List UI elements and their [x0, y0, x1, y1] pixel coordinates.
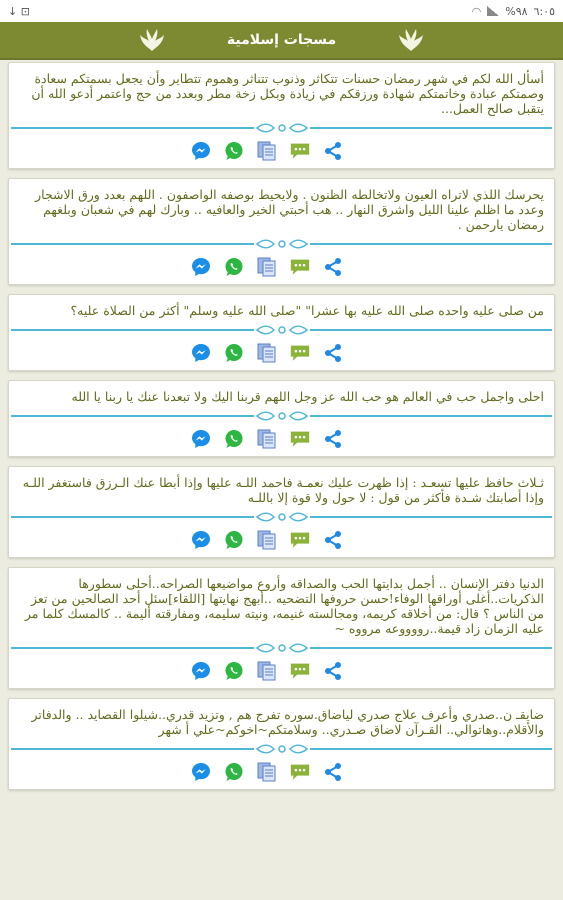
message-text[interactable]: ثـلاث حافظ عليها تسعـد : إذا ظهرت عليك نعمـة فاحمد اللـه عليها وإذا أبطا عنك الـرزق فاستغفر اللـه وإذا أصابتك شـدة فأكثر من قول : لا حول ولا قوة إلا باللـه [22, 475, 544, 505]
ornament-icon [254, 410, 310, 422]
copy-icon[interactable] [256, 342, 278, 364]
copy-icon[interactable] [256, 140, 278, 162]
sms-icon[interactable] [289, 256, 311, 278]
sms-icon[interactable] [289, 342, 311, 364]
whatsapp-icon[interactable] [223, 140, 245, 162]
ornament-icon [254, 743, 310, 755]
wifi-icon: ◠ [471, 4, 482, 18]
sms-icon[interactable] [289, 140, 311, 162]
ornament-divider [11, 122, 552, 134]
copy-icon[interactable] [256, 428, 278, 450]
message-text[interactable]: احلى واجمل حب في العالم هو حب الله عز وجل اللهم قربنا اليك ولا تبعدنا عنك يا ربنا يا الله [71, 389, 544, 404]
ornament-divider [11, 511, 552, 523]
message-card [8, 62, 555, 169]
message-text[interactable]: الدنيا دفتر الإنسان .. أجمل بدايتها الحب والصداقه وأروع مواضيعها الصراحه..أحلى سطورها الذكريات..أغلى أوراقها الوفاء!حسن حروفها التضحيه ..أبهج نهايتها [اللقاء]سئل أحد الصالحين من تعز من الناس ؟ قال: من أخلاقه كريمه، ومجالسته غنيمه، ونيته سليمه، ومفارقته أليمة .. كالمسك كلما مر عليه الزمان زاد قيمة..رووووعه مرووه ~ [24, 576, 544, 636]
wing-emblem-icon [396, 26, 426, 54]
status-bar [0, 0, 563, 22]
share-icon[interactable] [322, 660, 344, 682]
ornament-divider [11, 642, 552, 654]
wing-emblem-icon [137, 26, 167, 54]
ornament-icon [254, 122, 310, 134]
status-left-icons: ↓ ⊡ [8, 4, 30, 18]
ornament-icon [254, 642, 310, 654]
ornament-divider [11, 324, 552, 336]
whatsapp-icon[interactable] [223, 342, 245, 364]
status-time: ٦:٠٥ [533, 4, 555, 18]
messenger-icon[interactable] [190, 761, 212, 783]
ornament-divider [11, 238, 552, 250]
message-card [8, 294, 555, 371]
message-text[interactable]: ضايقـ ن..صدري وأعرف علاج صدري لياضاق.سوره تفرج هم , وتزيد قدري..شيلوا القصايد .. والدفاتر والأقلام..وهاتوالي.. القـرآن لاضاق صـدري.. وسلامتكم~اخوكم~علي أ شهر [31, 707, 544, 737]
share-icon[interactable] [322, 140, 344, 162]
whatsapp-icon[interactable] [223, 256, 245, 278]
message-card [8, 466, 555, 558]
message-list[interactable] [0, 62, 563, 900]
signal-icon [487, 6, 499, 16]
whatsapp-icon[interactable] [223, 428, 245, 450]
message-actions [9, 134, 554, 168]
whatsapp-icon[interactable] [223, 761, 245, 783]
message-actions [9, 422, 554, 456]
ornament-divider [11, 410, 552, 422]
copy-icon[interactable] [256, 256, 278, 278]
ornament-icon [254, 511, 310, 523]
app-bar [0, 22, 563, 60]
ornament-divider [11, 743, 552, 755]
message-actions [9, 250, 554, 284]
sms-icon[interactable] [289, 761, 311, 783]
share-icon[interactable] [322, 428, 344, 450]
message-actions [9, 654, 554, 688]
share-icon[interactable] [322, 256, 344, 278]
message-card [8, 178, 555, 285]
share-icon[interactable] [322, 761, 344, 783]
copy-icon[interactable] [256, 529, 278, 551]
messenger-icon[interactable] [190, 660, 212, 682]
messenger-icon[interactable] [190, 256, 212, 278]
copy-icon[interactable] [256, 761, 278, 783]
sms-icon[interactable] [289, 660, 311, 682]
message-text[interactable]: يحرسك اللذي لاتراه العيون ولاتخالطه الظنون . ولايحيط بوصفه الواصفون . اللهم بعدد ورق الاشجار وعدد ما اظلم علينا الليل واشرق النهار .. هب أحبتي الخير والعافيه .. وبارك لهم في شعبان وبلغهم رمضان يارحمن . [35, 187, 544, 232]
sms-icon[interactable] [289, 428, 311, 450]
message-text[interactable]: أسأل الله لكم في شهر رمضان حسنات تتكاثر وذنوب تتناثر وهموم تتطاير وأن يجعل بسمتكم سعادة وصمتكم عبادة وخاتمتكم شهادة ورزقكم في زيادة وبكل زخة مطر وبعدد من حج واعتمر أدعو الله أن يتقبل صالح العمل... [31, 71, 544, 116]
ornament-icon [254, 238, 310, 250]
messenger-icon[interactable] [190, 428, 212, 450]
message-actions [9, 755, 554, 789]
ornament-icon [254, 324, 310, 336]
copy-icon[interactable] [256, 660, 278, 682]
messenger-icon[interactable] [190, 529, 212, 551]
whatsapp-icon[interactable] [223, 529, 245, 551]
share-icon[interactable] [322, 529, 344, 551]
message-text[interactable]: من صلى عليه واحده صلى الله عليه بها عشرا" "صلى الله عليه وسلم" أكثر من الصلاة عليه؟ [70, 303, 544, 318]
sms-icon[interactable] [289, 529, 311, 551]
message-card [8, 698, 555, 790]
battery-level: %٩٨ [505, 4, 528, 18]
share-icon[interactable] [322, 342, 344, 364]
messenger-icon[interactable] [190, 342, 212, 364]
message-actions [9, 336, 554, 370]
messenger-icon[interactable] [190, 140, 212, 162]
message-card [8, 567, 555, 689]
whatsapp-icon[interactable] [223, 660, 245, 682]
message-card [8, 380, 555, 457]
page-title: مسجات إسلامية [226, 32, 337, 48]
message-actions [9, 523, 554, 557]
